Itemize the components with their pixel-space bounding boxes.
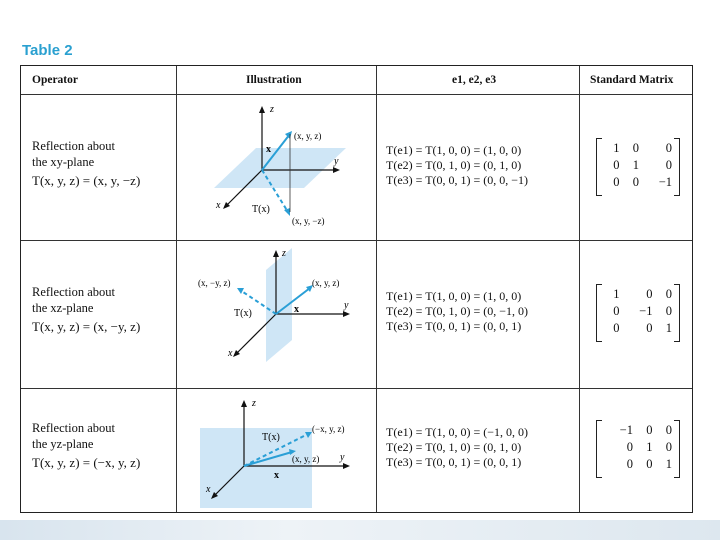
y-arrowhead [343, 311, 350, 317]
row-2-formula: T(x, y, z) = (x, −y, z) [32, 319, 141, 334]
row-3-eq3: T(e3) = T(0, 0, 1) = (0, 0, 1) [386, 455, 522, 469]
matrix-cell: 0 [665, 440, 672, 454]
row-1-description [32, 138, 140, 189]
header-divider [21, 94, 692, 95]
vector-label: x [266, 144, 271, 155]
y-arrowhead [333, 167, 340, 173]
vector-label: x [274, 470, 279, 481]
row-3-equations [386, 425, 528, 470]
z-arrowhead [259, 106, 265, 113]
row-1-desc-line2: the xy-plane [32, 155, 95, 169]
header-basis: e1, e2, e3 [452, 74, 497, 86]
matrix-cell: 0 [613, 321, 620, 335]
tx-label: T(x) [252, 204, 270, 215]
matrix-cell: 0 [632, 141, 640, 155]
x-label: x [216, 200, 221, 211]
matrix-cell: 0 [665, 423, 672, 437]
point-label-2: (x, y, −z) [292, 216, 325, 226]
matrix-right-bracket [674, 420, 680, 478]
matrix-cell: 0 [646, 423, 653, 437]
z-arrowhead [241, 400, 247, 407]
matrix-cell: 0 [665, 158, 672, 172]
col-divider-1 [176, 66, 177, 512]
matrix-cell: 0 [646, 321, 653, 335]
row-2-equations [386, 289, 528, 334]
matrix-right-bracket [674, 284, 680, 342]
header-illustration: Illustration [246, 74, 302, 86]
vector-tx-arrowhead [284, 208, 290, 216]
row-3-desc-line1: Reflection about [32, 421, 115, 435]
y-label: y [344, 300, 349, 311]
matrix-right-bracket [674, 138, 680, 196]
row-2-desc-line1: Reflection about [32, 285, 115, 299]
col-divider-3 [579, 66, 580, 512]
matrix-cell: 0 [665, 141, 672, 155]
row-divider-2 [21, 388, 692, 389]
matrix-cell: 1 [613, 141, 620, 155]
point-label-1: (x, −y, z) [198, 278, 231, 288]
row-1-eq1: T(e1) = T(1, 0, 0) = (1, 0, 0) [386, 143, 522, 157]
row-1-eq3: T(e3) = T(0, 0, 1) = (0, 0, −1) [386, 173, 529, 187]
row-1-illustration [196, 100, 366, 236]
row-2-matrix [592, 284, 684, 342]
matrix-cell: 0 [665, 287, 672, 301]
matrix-cell: 0 [613, 158, 620, 172]
row-3-description [32, 420, 140, 471]
col-divider-2 [376, 66, 377, 512]
y-label: y [334, 156, 339, 167]
slide-footer-band [0, 520, 720, 540]
header-operator: Operator [32, 74, 78, 86]
row-2-eq3: T(e3) = T(0, 0, 1) = (0, 0, 1) [386, 319, 522, 333]
xy-plane [214, 148, 346, 188]
header-standard-matrix: Standard Matrix [590, 74, 674, 86]
matrix-cell: 0 [646, 457, 653, 471]
z-arrowhead [273, 250, 279, 257]
row-1-equations [386, 143, 528, 188]
row-2-desc-line2: the xz-plane [32, 301, 94, 315]
matrix-cell: 1 [613, 287, 620, 301]
row-2-description [32, 284, 140, 335]
row-1-matrix [592, 138, 684, 196]
row-1-desc-line1: Reflection about [32, 139, 115, 153]
row-3-illustration [196, 392, 366, 510]
point-label-2: (x, y, z) [312, 278, 340, 288]
tx-label: T(x) [262, 432, 280, 443]
matrix-cell: 0 [665, 304, 672, 318]
matrix-cell: 0 [626, 457, 633, 471]
row-3-formula: T(x, y, z) = (−x, y, z) [32, 455, 141, 470]
matrix-cell: 0 [646, 287, 653, 301]
vector-label: x [294, 304, 299, 315]
matrix-cell: 0 [613, 304, 620, 318]
row-1-formula: T(x, y, z) = (x, y, −z) [32, 173, 141, 188]
z-label: z [252, 398, 256, 409]
matrix-cell: 1 [665, 457, 672, 471]
y-arrowhead [343, 463, 350, 469]
row-divider-1 [21, 240, 692, 241]
row-2-illustration [196, 244, 366, 384]
matrix-cell: 1 [632, 158, 640, 172]
x-label: x [206, 484, 211, 495]
matrix-cell: 1 [646, 440, 653, 454]
matrix-cell: 0 [626, 440, 633, 454]
y-label: y [340, 452, 345, 463]
x-label: x [228, 348, 233, 359]
row-1-eq2: T(e2) = T(0, 1, 0) = (0, 1, 0) [386, 158, 522, 172]
matrix-cell: 0 [632, 175, 640, 189]
tx-label: T(x) [234, 308, 252, 319]
point-label-1: (−x, y, z) [312, 424, 345, 434]
matrix-cell: 0 [613, 175, 620, 189]
matrix-cell: 1 [665, 321, 672, 335]
matrix-cell: −1 [639, 304, 653, 318]
point-label-1: (x, y, z) [294, 131, 322, 141]
row-3-matrix [592, 420, 684, 478]
matrix-cell: −1 [658, 175, 672, 189]
table-title: Table 2 [22, 42, 73, 59]
point-label-2: (x, y, z) [292, 454, 320, 464]
row-3-eq1: T(e1) = T(1, 0, 0) = (−1, 0, 0) [386, 425, 529, 439]
matrix-cell: −1 [619, 423, 633, 437]
z-label: z [270, 104, 274, 115]
row-3-desc-line2: the yz-plane [32, 437, 94, 451]
row-2-eq1: T(e1) = T(1, 0, 0) = (1, 0, 0) [386, 289, 522, 303]
vector-tx-arrowhead [237, 288, 244, 294]
row-3-eq2: T(e2) = T(0, 1, 0) = (0, 1, 0) [386, 440, 522, 454]
z-label: z [282, 248, 286, 259]
row-2-eq2: T(e2) = T(0, 1, 0) = (0, −1, 0) [386, 304, 529, 318]
